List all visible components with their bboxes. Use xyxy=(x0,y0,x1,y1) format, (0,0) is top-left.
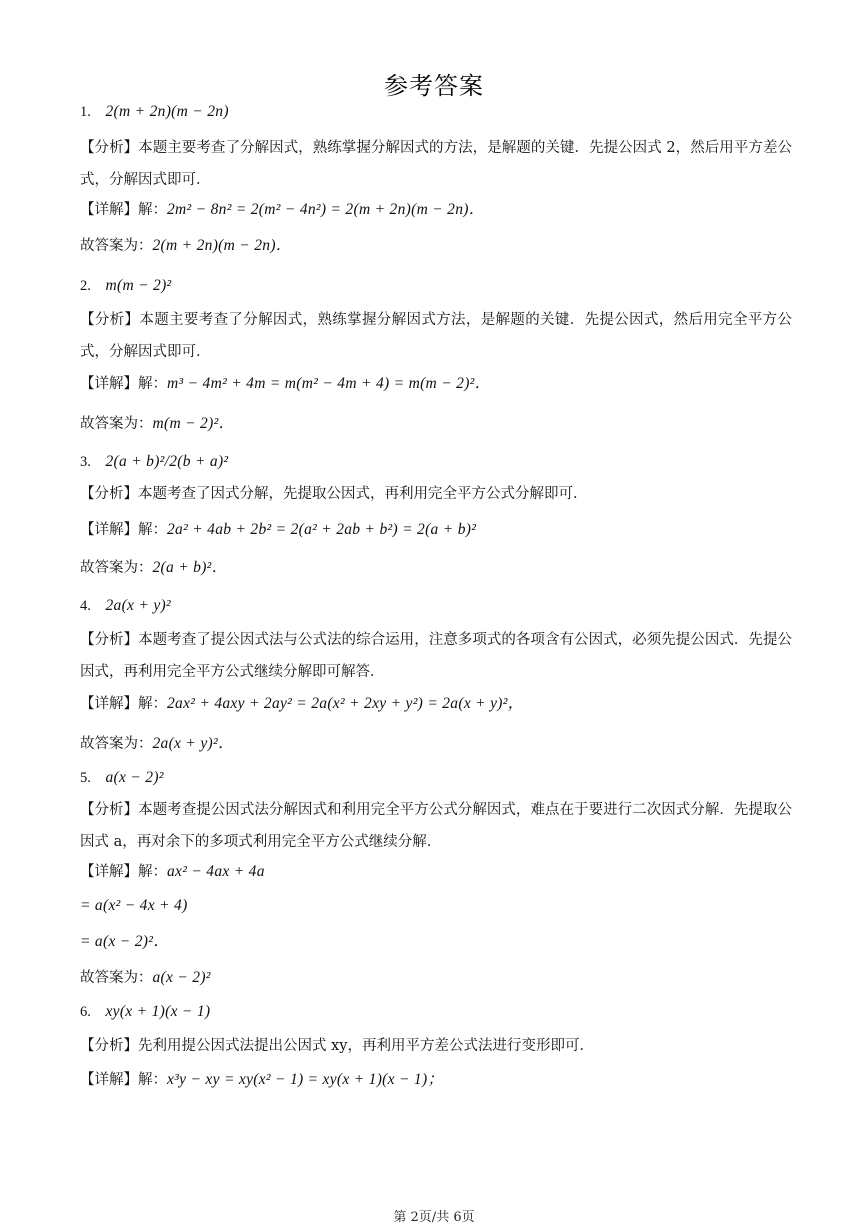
q6-detail-math: x³y − xy = xy(x² − 1) = xy(x + 1)(x − 1)； xyxy=(167,1071,444,1088)
q5-detail-label: 【详解】解： xyxy=(80,864,167,880)
q2-analysis: 【分析】本题主要考查了分解因式，熟练掌握分解因式方法，是解题的关键．先提公因式，然后用完全平方公式，分解因式即可． xyxy=(80,312,792,360)
q2-answer-line xyxy=(80,276,792,296)
q1-final-label: 故答案为： xyxy=(80,238,153,254)
page-footer: 第 2页/共 6页 xyxy=(393,1210,475,1225)
q6-analysis: 【分析】先利用提公因式法提出公因式 xy，再利用平方差公式法进行变形即可． xyxy=(80,1038,594,1054)
q5-final-label: 故答案为： xyxy=(80,970,153,986)
q2-number: 2. xyxy=(80,278,91,294)
q2-answer: m(m − 2)² xyxy=(105,277,172,294)
q5-step2 xyxy=(80,896,792,916)
q1-detail-label: 【详解】解： xyxy=(80,202,167,218)
q4-answer-line xyxy=(80,596,792,616)
q1-number: 1. xyxy=(80,104,91,120)
q1-final xyxy=(80,236,792,256)
q4-final-label: 故答案为： xyxy=(80,736,153,752)
q5-detail-math: ax² − 4ax + 4a xyxy=(167,863,265,880)
q5-final xyxy=(80,968,792,988)
q2-detail xyxy=(80,374,792,394)
q4-detail-math: 2ax² + 4axy + 2ay² = 2a(x² + 2xy + y²) = 2a(x + y)²， xyxy=(167,695,524,712)
q3-detail-math: 2a² + 4ab + 2b² = 2(a² + 2ab + b²) = 2(a + b)² xyxy=(167,521,477,538)
q6-detail xyxy=(80,1070,792,1090)
q2-detail-math: m³ − 4m² + 4m = m(m² − 4m + 4) = m(m − 2)²． xyxy=(167,375,491,392)
q5-step2-math: = a(x² − 4x + 4) xyxy=(80,897,188,914)
q6-number: 6. xyxy=(80,1004,91,1020)
q6-answer: xy(x + 1)(x − 1) xyxy=(105,1003,211,1020)
q4-number: 4. xyxy=(80,598,91,614)
q2-final-math: m(m − 2)²． xyxy=(152,415,235,432)
q3-final xyxy=(80,558,792,578)
q2-final-label: 故答案为： xyxy=(80,416,153,432)
q2-final xyxy=(80,414,792,434)
q1-analysis: 【分析】本题主要考查了分解因式，熟练掌握分解因式的方法，是解题的关键．先提公因式 2，然后用平方差公式，分解因式即可． xyxy=(80,140,792,188)
q5-step3-math: = a(x − 2)²． xyxy=(80,933,169,950)
q5-step3 xyxy=(80,932,792,952)
page-title: 参考答案 xyxy=(384,72,484,100)
q3-detail xyxy=(80,520,792,540)
q5-number: 5. xyxy=(80,770,91,786)
q5-analysis: 【分析】本题考查提公因式法分解因式和利用完全平方公式分解因式，难点在于要进行二次因式分解．先提取公因式 a，再对余下的多项式利用完全平方公式继续分解． xyxy=(80,802,792,850)
q4-final xyxy=(80,734,792,754)
q3-final-math: 2(a + b)²． xyxy=(152,559,228,576)
q6-detail-label: 【详解】解： xyxy=(80,1072,167,1088)
q1-answer-line xyxy=(80,102,792,122)
q2-detail-label: 【详解】解： xyxy=(80,376,167,392)
q6-answer-line xyxy=(80,1002,792,1022)
q3-answer: 2(a + b)²/2(b + a)² xyxy=(105,453,229,470)
q4-answer: 2a(x + y)² xyxy=(105,597,171,614)
q1-answer: 2(m + 2n)(m − 2n) xyxy=(105,103,229,120)
q4-final-math: 2a(x + y)²． xyxy=(152,735,234,752)
q3-number: 3. xyxy=(80,454,91,470)
q5-answer-line xyxy=(80,768,792,788)
q3-final-label: 故答案为： xyxy=(80,560,153,576)
q4-detail xyxy=(80,694,792,714)
q5-answer: a(x − 2)² xyxy=(105,769,164,786)
q1-detail xyxy=(80,200,792,220)
q1-detail-math: 2m² − 8n² = 2(m² − 4n²) = 2(m + 2n)(m − 2n)． xyxy=(167,201,485,218)
q5-detail xyxy=(80,862,792,882)
q1-final-math: 2(m + 2n)(m − 2n)． xyxy=(152,237,292,254)
q3-answer-line xyxy=(80,452,792,472)
q4-analysis: 【分析】本题考查了提公因式法与公式法的综合运用，注意多项式的各项含有公因式，必须先提公因式．先提公因式，再利用完全平方公式继续分解即可解答． xyxy=(80,632,792,680)
q5-final-math: a(x − 2)² xyxy=(152,969,211,986)
q3-analysis: 【分析】本题考查了因式分解，先提取公因式，再利用完全平方公式分解即可． xyxy=(80,486,588,502)
q4-detail-label: 【详解】解： xyxy=(80,696,167,712)
q3-detail-label: 【详解】解： xyxy=(80,522,167,538)
